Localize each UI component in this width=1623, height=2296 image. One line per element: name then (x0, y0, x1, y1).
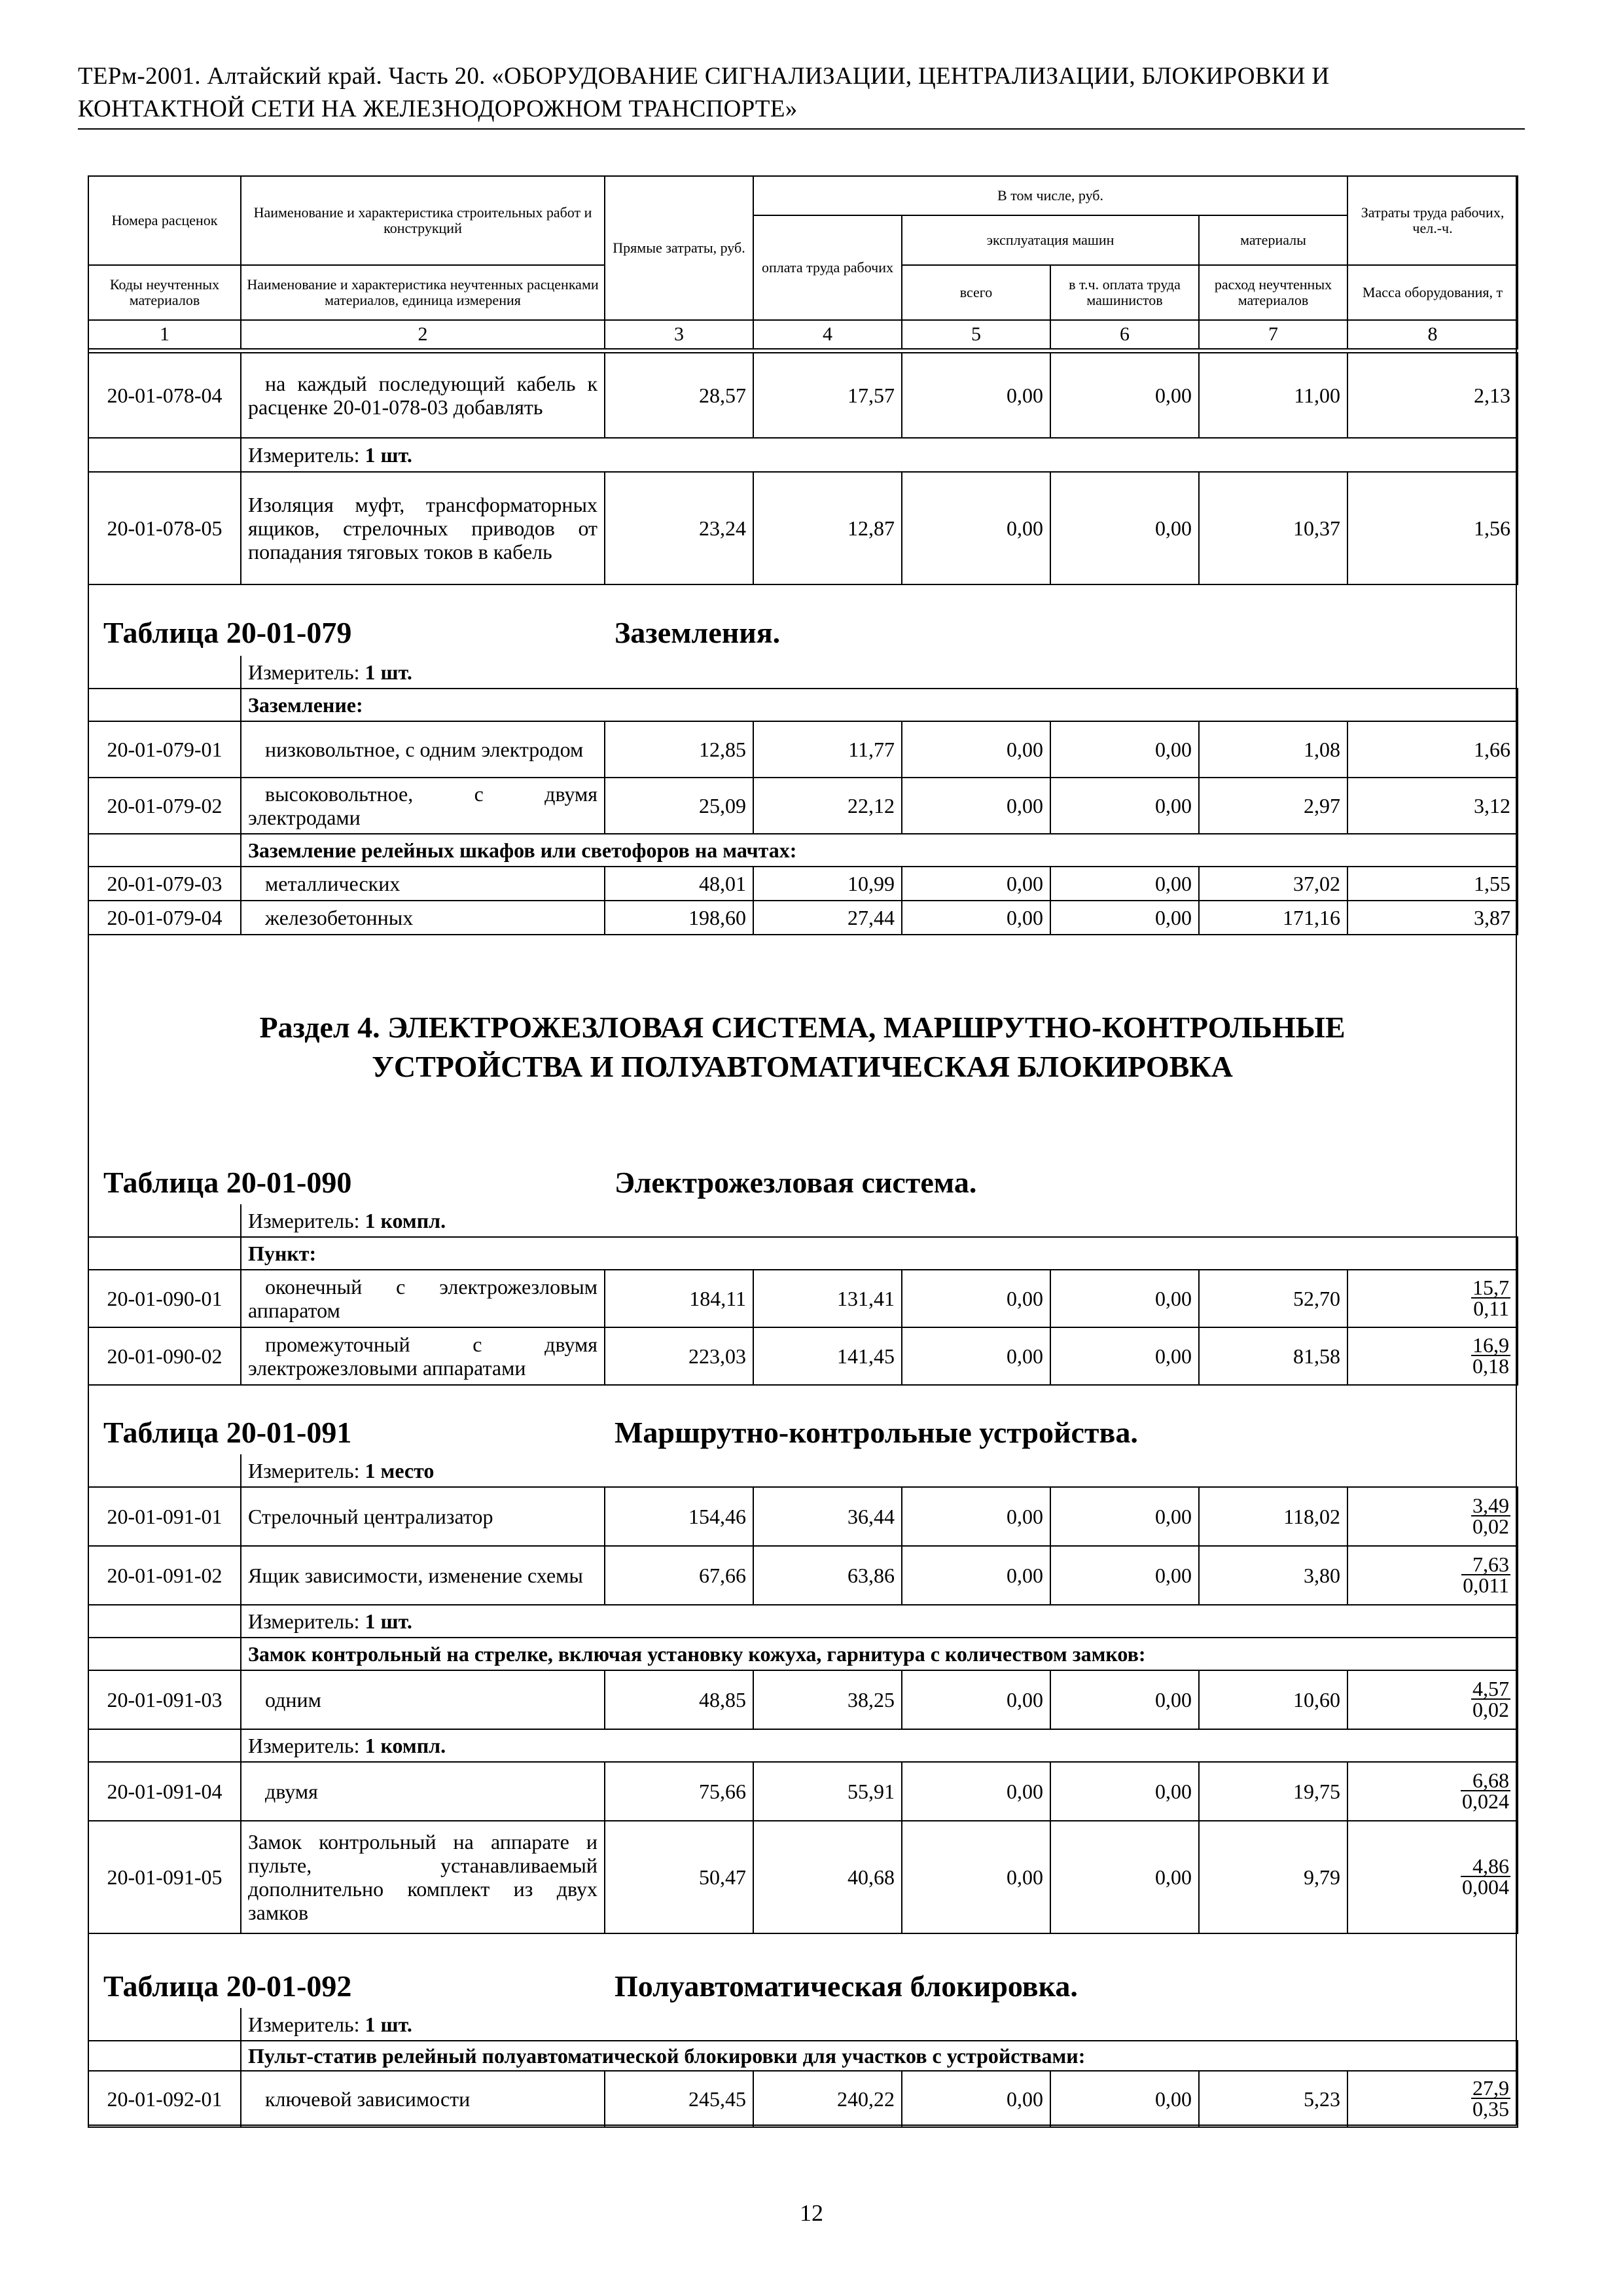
labor-costs: 3,49 (1472, 1493, 1510, 1517)
subheading: Пункт: (241, 1237, 1518, 1270)
labor-costs: 1,66 (1347, 721, 1518, 778)
operator-pay: 0,00 (1050, 1546, 1199, 1605)
labor-costs: 6,68 (1472, 1768, 1510, 1792)
header-rule (78, 128, 1525, 130)
column-number: 5 (902, 320, 1050, 349)
operator-pay: 0,00 (1050, 1270, 1199, 1327)
operator-pay: 0,00 (1050, 901, 1199, 935)
labor-costs: 27,9 (1472, 2075, 1510, 2100)
labor-costs-and-mass (1347, 1270, 1518, 1327)
rate-name: оконечный с электрожезловым аппаратом (241, 1270, 605, 1327)
rate-code: 20-01-091-03 (88, 1670, 241, 1729)
labor-costs-and-mass (1347, 1487, 1518, 1546)
direct-costs: 48,01 (605, 867, 753, 901)
unit-of-measure: Измеритель: 1 компл. (241, 1729, 1518, 1762)
header-line-2: КОНТАКТНОЙ СЕТИ НА ЖЕЛЕЗНОДОРОЖНОМ ТРАНСПОРТЕ» (78, 96, 798, 122)
materials: 2,97 (1199, 778, 1347, 834)
rate-code: 20-01-078-05 (88, 472, 241, 584)
rate-name: Замок контрольный на аппарате и пульте, устанавливаемый дополнительно комплект из двух замков (241, 1821, 605, 1933)
column-number: 7 (1199, 320, 1347, 349)
subheading: Пульт-статив релейный полуавтоматической блокировки для участков с устройствами: (241, 2041, 1518, 2071)
direct-costs: 48,85 (605, 1670, 753, 1729)
unit-of-measure: Измеритель: 1 шт. (241, 438, 1518, 472)
rate-name: одним (241, 1670, 605, 1729)
worker-pay: 27,44 (753, 901, 902, 935)
machine-total: 0,00 (902, 721, 1050, 778)
table-title: Электрожезловая система. (615, 1166, 977, 1199)
rate-code: 20-01-091-04 (88, 1762, 241, 1821)
column-number: 6 (1050, 320, 1199, 349)
header-line-1: ТЕРм-2001. Алтайский край. Часть 20. «ОБОРУДОВАНИЕ СИГНАЛИЗАЦИИ, ЦЕНТРАЛИЗАЦИИ, БЛОКИРОВКИ И (78, 63, 1330, 90)
worker-pay: 22,12 (753, 778, 902, 834)
labor-costs-and-mass (1347, 1821, 1518, 1933)
unit-row (88, 1454, 1518, 1487)
labor-costs: 16,9 (1472, 1333, 1510, 1357)
equipment-mass: 0,02 (1472, 1514, 1510, 1538)
direct-costs: 245,45 (605, 2071, 753, 2127)
machine-total: 0,00 (902, 1270, 1050, 1327)
table-row (88, 1327, 1518, 1385)
materials: 37,02 (1199, 867, 1347, 901)
section-heading (88, 1008, 1517, 1086)
equipment-mass: 0,18 (1472, 1354, 1510, 1378)
direct-costs: 50,47 (605, 1821, 753, 1933)
subheading: Заземление релейных шкафов или светофоров на мачтах: (241, 834, 1518, 867)
labor-costs: 4,57 (1472, 1676, 1510, 1700)
subheading-row (88, 2041, 1518, 2071)
table-row (88, 901, 1518, 935)
header-material-names: Наименование и характеристика неучтенных расценками материалов, единица измерения (241, 265, 605, 320)
equipment-mass: 0,11 (1471, 1297, 1510, 1318)
table-number: Таблица 20-01-079 (103, 616, 352, 649)
operator-pay: 0,00 (1050, 353, 1199, 438)
table-row (88, 1670, 1518, 1729)
rates-block-078 (88, 352, 1518, 585)
machine-total: 0,00 (902, 1327, 1050, 1385)
labor-costs-and-mass (1347, 1670, 1518, 1729)
unit-of-measure: Измеритель: 1 шт. (241, 1605, 1518, 1638)
unit-row (88, 656, 1518, 689)
rate-name: металлических (241, 867, 605, 901)
rate-code: 20-01-079-03 (88, 867, 241, 901)
labor-costs: 7,63 (1472, 1552, 1510, 1576)
machine-total: 0,00 (902, 353, 1050, 438)
machine-total: 0,00 (902, 901, 1050, 935)
rate-name: Стрелочный централизатор (241, 1487, 605, 1546)
header-worker-pay: оплата труда рабочих (753, 215, 902, 320)
materials: 10,60 (1199, 1670, 1347, 1729)
worker-pay: 141,45 (753, 1327, 902, 1385)
column-number: 3 (605, 320, 753, 349)
table-number: Таблица 20-01-090 (103, 1166, 352, 1199)
materials: 118,02 (1199, 1487, 1347, 1546)
column-header (88, 175, 1518, 350)
rate-code: 20-01-079-04 (88, 901, 241, 935)
direct-costs: 23,24 (605, 472, 753, 584)
direct-costs: 28,57 (605, 353, 753, 438)
labor-costs: 3,12 (1347, 778, 1518, 834)
operator-pay: 0,00 (1050, 1670, 1199, 1729)
header-operator-pay: в т.ч. оплата труда машинистов (1050, 265, 1199, 320)
worker-pay: 36,44 (753, 1487, 902, 1546)
worker-pay: 12,87 (753, 472, 902, 584)
operator-pay: 0,00 (1050, 721, 1199, 778)
machine-total: 0,00 (902, 1487, 1050, 1546)
machine-total: 0,00 (902, 1670, 1050, 1729)
machine-total: 0,00 (902, 778, 1050, 834)
operator-pay: 0,00 (1050, 472, 1199, 584)
labor-costs: 3,87 (1347, 901, 1518, 935)
header-including: В том числе, руб. (753, 176, 1347, 215)
operator-pay: 0,00 (1050, 867, 1199, 901)
rate-name: на каждый последующий кабель к расценке 20-01-078-03 добавлять (241, 353, 605, 438)
rate-code: 20-01-079-02 (88, 778, 241, 834)
unit-row (88, 1729, 1518, 1762)
direct-costs: 223,03 (605, 1327, 753, 1385)
header-materials: материалы (1199, 215, 1347, 265)
column-number: 8 (1347, 320, 1518, 349)
table-title: Маршрутно-контрольные устройства. (615, 1416, 1138, 1449)
unit-of-measure: Измеритель: 1 компл. (241, 1204, 1518, 1237)
section-heading-line-1: Раздел 4. ЭЛЕКТРОЖЕЗЛОВАЯ СИСТЕМА, МАРШРУТНО-КОНТРОЛЬНЫЕ (259, 1011, 1346, 1044)
worker-pay: 63,86 (753, 1546, 902, 1605)
column-number: 4 (753, 320, 902, 349)
column-number: 1 (88, 320, 241, 349)
header-machine-use: эксплуатация машин (902, 215, 1199, 265)
direct-costs: 12,85 (605, 721, 753, 778)
subheading-row (88, 1237, 1518, 1270)
header-material-codes: Коды неучтенных материалов (88, 265, 241, 320)
materials: 171,16 (1199, 901, 1347, 935)
rates-block-092 (88, 2008, 1518, 2128)
rate-name: железобетонных (241, 901, 605, 935)
rate-name: Изоляция муфт, трансформаторных ящиков, стрелочных приводов от попадания тяговых токов в кабель (241, 472, 605, 584)
operator-pay: 0,00 (1050, 1762, 1199, 1821)
labor-costs: 1,56 (1347, 472, 1518, 584)
materials: 5,23 (1199, 2071, 1347, 2127)
worker-pay: 10,99 (753, 867, 902, 901)
direct-costs: 25,09 (605, 778, 753, 834)
materials: 3,80 (1199, 1546, 1347, 1605)
rate-code: 20-01-090-01 (88, 1270, 241, 1327)
worker-pay: 240,22 (753, 2071, 902, 2127)
materials: 81,58 (1199, 1327, 1347, 1385)
header-machine-total: всего (902, 265, 1050, 320)
unit-row (88, 1204, 1518, 1237)
table-row (88, 2071, 1518, 2127)
equipment-mass: 0,024 (1462, 1789, 1510, 1813)
materials: 11,00 (1199, 353, 1347, 438)
direct-costs: 75,66 (605, 1762, 753, 1821)
operator-pay: 0,00 (1050, 1821, 1199, 1933)
subheading: Замок контрольный на стрелке, включая установку кожуха, гарнитура с количеством замков: (241, 1638, 1518, 1670)
table-row (88, 1821, 1518, 1933)
materials: 9,79 (1199, 1821, 1347, 1933)
table-title: Полуавтоматическая блокировка. (615, 1969, 1078, 2003)
table-row (88, 778, 1518, 834)
page-number: 12 (800, 2200, 823, 2226)
worker-pay: 131,41 (753, 1270, 902, 1327)
rate-name: двумя (241, 1762, 605, 1821)
table-row (88, 867, 1518, 901)
rate-code: 20-01-091-05 (88, 1821, 241, 1933)
rates-block-091 (88, 1454, 1518, 1934)
machine-total: 0,00 (902, 1546, 1050, 1605)
subheading-row (88, 834, 1518, 867)
rate-code: 20-01-090-02 (88, 1327, 241, 1385)
equipment-mass: 0,02 (1472, 1697, 1510, 1721)
unit-of-measure: Измеритель: 1 шт. (241, 2008, 1518, 2041)
worker-pay: 11,77 (753, 721, 902, 778)
machine-total: 0,00 (902, 472, 1050, 584)
operator-pay: 0,00 (1050, 778, 1199, 834)
unit-row (88, 1605, 1518, 1638)
table-row (88, 353, 1518, 438)
header-rate-numbers: Номера расценок (88, 176, 241, 265)
rate-code: 20-01-091-01 (88, 1487, 241, 1546)
operator-pay: 0,00 (1050, 1327, 1199, 1385)
labor-costs-and-mass (1347, 1327, 1518, 1385)
subheading-row (88, 1638, 1518, 1670)
table-title: Заземления. (615, 616, 781, 649)
rate-name: высоковольтное, с двумя электродами (241, 778, 605, 834)
materials: 1,08 (1199, 721, 1347, 778)
labor-costs: 4,86 (1472, 1854, 1510, 1878)
machine-total: 0,00 (902, 1821, 1050, 1933)
subheading-row (88, 689, 1518, 721)
labor-costs-and-mass (1347, 1546, 1518, 1605)
table-row (88, 472, 1518, 584)
rate-code: 20-01-091-02 (88, 1546, 241, 1605)
unit-of-measure: Измеритель: 1 шт. (241, 656, 1518, 689)
subheading: Заземление: (241, 689, 1518, 721)
direct-costs: 154,46 (605, 1487, 753, 1546)
labor-costs: 2,13 (1347, 353, 1518, 438)
rate-code: 20-01-078-04 (88, 353, 241, 438)
rates-block-090 (88, 1204, 1518, 1386)
labor-costs-and-mass (1347, 2071, 1518, 2127)
table-row (88, 1762, 1518, 1821)
direct-costs: 184,11 (605, 1270, 753, 1327)
table-row (88, 721, 1518, 778)
header-direct-costs: Прямые затраты, руб. (605, 176, 753, 320)
equipment-mass: 0,004 (1462, 1874, 1510, 1899)
rate-name: промежуточный с двумя электрожезловыми аппаратами (241, 1327, 605, 1385)
machine-total: 0,00 (902, 1762, 1050, 1821)
operator-pay: 0,00 (1050, 2071, 1199, 2127)
table-row (88, 1270, 1518, 1327)
unit-of-measure: Измеритель: 1 место (241, 1454, 1518, 1487)
direct-costs: 198,60 (605, 901, 753, 935)
labor-costs: 1,55 (1347, 867, 1518, 901)
rate-code: 20-01-092-01 (88, 2071, 241, 2127)
rate-name: ключевой зависимости (241, 2071, 605, 2127)
equipment-mass: 0,011 (1463, 1573, 1510, 1597)
materials: 52,70 (1199, 1270, 1347, 1327)
section-heading-line-2: УСТРОЙСТВА И ПОЛУАВТОМАТИЧЕСКАЯ БЛОКИРОВКА (372, 1050, 1233, 1083)
unit-row (88, 2008, 1518, 2041)
header-work-name: Наименование и характеристика строительных работ и конструкций (241, 176, 605, 265)
header-labor-costs: Затраты труда рабочих, чел.-ч. (1347, 176, 1518, 265)
table-row (88, 1487, 1518, 1546)
table-number: Таблица 20-01-092 (103, 1969, 352, 2003)
operator-pay: 0,00 (1050, 1487, 1199, 1546)
table-row (88, 1546, 1518, 1605)
direct-costs: 67,66 (605, 1546, 753, 1605)
worker-pay: 38,25 (753, 1670, 902, 1729)
rate-code: 20-01-079-01 (88, 721, 241, 778)
machine-total: 0,00 (902, 867, 1050, 901)
table-number: Таблица 20-01-091 (103, 1416, 352, 1449)
running-header (78, 60, 1525, 126)
unit-row (88, 438, 1518, 472)
worker-pay: 17,57 (753, 353, 902, 438)
rate-name: Ящик зависимости, изменение схемы (241, 1546, 605, 1605)
labor-costs-and-mass (1347, 1762, 1518, 1821)
rate-name: низковольтное, с одним электродом (241, 721, 605, 778)
rates-block-079 (88, 656, 1518, 935)
header-material-usage: расход неучтенных материалов (1199, 265, 1347, 320)
materials: 19,75 (1199, 1762, 1347, 1821)
labor-costs: 15,7 (1472, 1275, 1510, 1299)
column-number: 2 (241, 320, 605, 349)
header-equipment-mass: Масса оборудования, т (1347, 265, 1518, 320)
materials: 10,37 (1199, 472, 1347, 584)
worker-pay: 40,68 (753, 1821, 902, 1933)
machine-total: 0,00 (902, 2071, 1050, 2127)
equipment-mass: 0,35 (1472, 2096, 1510, 2121)
worker-pay: 55,91 (753, 1762, 902, 1821)
